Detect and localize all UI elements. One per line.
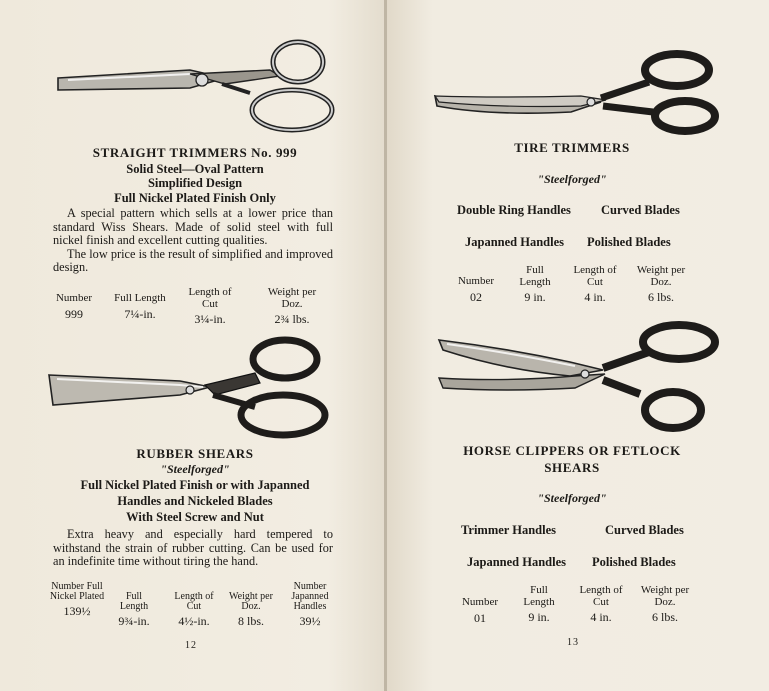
spec-header: Number — [457, 275, 495, 287]
straight-trimmers-illustration — [50, 38, 340, 138]
straight-trimmers-line-2: Simplified Design — [147, 176, 243, 190]
spec-header: Weight per Doz. — [640, 584, 690, 608]
straight-trimmers-line-3: Full Nickel Plated Finish Only — [114, 191, 276, 205]
spec-999-full-length — [104, 293, 176, 320]
spec-value: 139½ — [63, 604, 91, 618]
spec-139-number — [48, 582, 106, 616]
spec-02-length-of-cut — [573, 265, 617, 304]
spec-header: Full Length — [523, 584, 555, 608]
straight-trimmers-paragraph-2: The low price is the result of simplified and improved design. — [53, 246, 333, 274]
spec-value: 2¾ lbs. — [274, 312, 310, 326]
spec-value: 9¾-in. — [118, 614, 150, 628]
spec-01-length-of-cut — [579, 585, 623, 624]
rubber-shears-paragraph: Extra heavy and especially hard tempered to withstand the strain of rubber cutting. Can be used for an indefinite time without tiring the hand. — [53, 527, 333, 568]
spec-value: 9 in. — [528, 610, 550, 624]
spec-139-full-length — [112, 592, 156, 626]
rubber-shears-illustration — [45, 335, 335, 445]
rubber-shears-subtitle: "Steelforged" — [160, 462, 230, 476]
spec-header: Length of Cut — [174, 591, 214, 612]
spec-value: 8 lbs. — [237, 614, 264, 628]
horse-clippers-illustration — [435, 318, 725, 438]
horse-feature-curved-blades: Curved Blades — [605, 523, 684, 537]
tire-feature-double-ring: Double Ring Handles — [457, 203, 571, 217]
spec-value: 01 — [474, 610, 486, 625]
straight-trimmers-title: STRAIGHT TRIMMERS No. 999 — [92, 145, 298, 160]
spec-value: 4 in. — [590, 610, 612, 624]
spec-header: Full Length — [114, 292, 166, 304]
spec-value: 6 lbs. — [647, 290, 674, 304]
tire-trimmers-illustration — [431, 48, 721, 138]
tire-trimmers-subtitle: "Steelforged" — [537, 172, 607, 186]
spec-01-number — [453, 597, 507, 624]
spec-header: Full Length — [519, 264, 551, 288]
spec-value: 6 lbs. — [651, 610, 678, 624]
spec-02-number — [449, 276, 503, 303]
spec-39-japanned-number — [284, 582, 336, 626]
horse-feature-trimmer-handles: Trimmer Handles — [461, 523, 557, 537]
horse-feature-japanned-handles: Japanned Handles — [467, 555, 566, 569]
horse-clippers-subtitle: "Steelforged" — [537, 491, 607, 505]
rubber-shears-line-1: Full Nickel Plated Finish or with Japanned — [80, 478, 310, 492]
horse-feature-polished-blades: Polished Blades — [592, 555, 676, 569]
tire-feature-curved-blades: Curved Blades — [601, 203, 680, 217]
spec-999-length-of-cut — [186, 287, 234, 326]
spec-value: 02 — [470, 289, 482, 304]
spec-value: 999 — [65, 306, 83, 321]
spec-139-weight — [226, 592, 276, 626]
rubber-shears-description — [53, 528, 333, 569]
spec-header: Number Japanned Handles — [291, 581, 329, 612]
spec-value: 4½-in. — [178, 614, 210, 628]
spec-header: Full Length — [119, 591, 149, 612]
straight-trimmers-description — [53, 207, 333, 275]
spec-999-weight — [262, 287, 322, 326]
spec-01-weight — [639, 585, 691, 624]
spec-139-length-of-cut — [172, 592, 216, 626]
rubber-shears-line-3: With Steel Screw and Nut — [126, 510, 264, 524]
spec-999-number — [48, 293, 100, 320]
right-page — [387, 0, 769, 691]
spec-header: Weight per Doz. — [636, 264, 686, 288]
rubber-shears-line-2: Handles and Nickeled Blades — [117, 494, 273, 508]
spec-02-full-length — [513, 265, 557, 304]
spec-header: Number — [461, 596, 499, 608]
spec-header: Length of Cut — [579, 584, 623, 608]
spec-value: 9 in. — [524, 290, 546, 304]
horse-clippers-title-line-1: HORSE CLIPPERS OR FETLOCK — [463, 443, 681, 458]
rubber-shears-title: RUBBER SHEARS — [136, 446, 254, 461]
page-number-right: 13 — [567, 637, 579, 648]
spec-02-weight — [635, 265, 687, 304]
straight-trimmers-paragraph-1: A special pattern which sells at a lower price than standard Wiss Shears. Made of solid steel with full nickel finish and excellent cutting qualities. — [53, 206, 333, 247]
spec-header: Weight per Doz. — [229, 591, 273, 612]
spec-value: 7¼-in. — [124, 306, 156, 321]
tire-feature-polished-blades: Polished Blades — [587, 235, 671, 249]
spec-header: Length of Cut — [188, 286, 232, 310]
straight-trimmers-line-1: Solid Steel—Oval Pattern — [126, 162, 264, 176]
page-number-left: 12 — [185, 640, 197, 651]
horse-clippers-title-line-2: SHEARS — [544, 460, 600, 475]
spec-value: 3¼-in. — [194, 312, 226, 326]
spec-header: Length of Cut — [573, 264, 617, 288]
spec-value: 39½ — [299, 614, 321, 628]
spec-header: Weight per Doz. — [267, 286, 317, 310]
spec-01-full-length — [517, 585, 561, 624]
tire-feature-japanned-handles: Japanned Handles — [465, 235, 564, 249]
spec-value: 4 in. — [584, 290, 606, 304]
spec-header: Number — [55, 292, 93, 304]
spec-header: Number Full Nickel Plated — [49, 581, 105, 602]
tire-trimmers-title: TIRE TRIMMERS — [514, 140, 630, 155]
